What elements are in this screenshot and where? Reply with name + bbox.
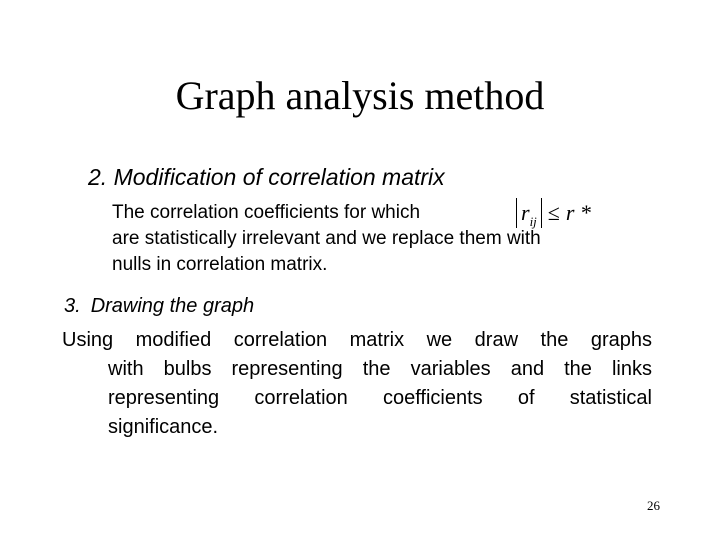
formula-variable: r: [521, 200, 530, 225]
formula-subscript: ij: [529, 214, 537, 229]
section-3-number: 3.: [64, 295, 81, 317]
section-3-body: [62, 326, 652, 442]
section-3-heading: [64, 292, 254, 320]
paragraph-line-3: nulls in correlation matrix.: [112, 254, 328, 275]
paragraph-line-1: The correlation coefficients for which: [112, 202, 421, 223]
slide-title: Graph analysis method: [175, 73, 545, 118]
body-line-4: significance.: [108, 416, 219, 438]
body-line-1: Using modified correlation matrix we draw the graphs: [62, 329, 652, 351]
threshold-formula: [516, 196, 591, 230]
section-3-title: Drawing the graph: [90, 295, 255, 317]
section-2-heading: 2. Modification of correlation matrix: [88, 164, 445, 190]
paragraph-line-2: are statistically irrelevant and we replace them with: [112, 228, 541, 249]
abs-correlation: [516, 198, 542, 228]
page-number: 26: [647, 498, 660, 513]
formula-threshold: r *: [565, 200, 591, 225]
formula-operator: ≤: [547, 200, 560, 225]
body-line-3: representing correlation coefficients of statistical: [108, 387, 652, 409]
body-line-2: with bulbs representing the variables and the links: [108, 358, 652, 380]
